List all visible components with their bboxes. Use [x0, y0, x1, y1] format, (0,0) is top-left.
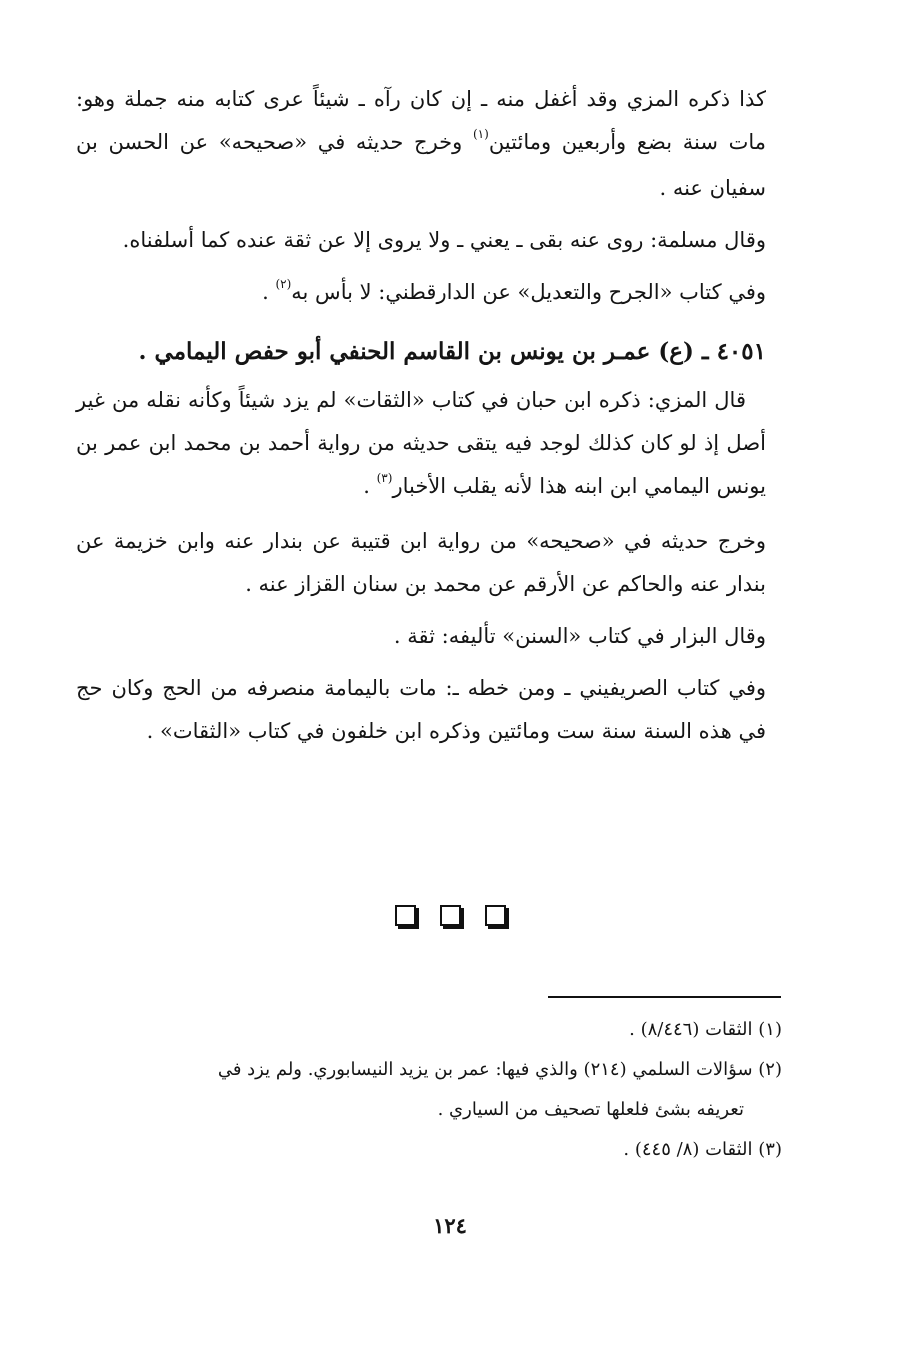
paragraph — [76, 271, 766, 317]
paragraph — [76, 78, 766, 210]
paragraph-text: وخرج حديثه في «صحيحه» عن الحسن بن سفيان عنه . — [76, 130, 766, 200]
footnote-2 — [76, 1050, 782, 1130]
ornament-box-icon — [395, 905, 416, 926]
entry-heading: ٤٠٥١ ـ (ع) عمـر بن يونس بن القاسم الحنفي أبو حفص اليمامي . — [138, 338, 766, 365]
main-text — [76, 78, 766, 753]
footnotes — [76, 1010, 782, 1170]
paragraph-text: كذا ذكره المزي وقد أغفل منه ـ إن كان رآه ـ شيئاً عرى كتابه منه جملة وهو: مات سنة بضع وأربعين ومائتين — [76, 87, 767, 154]
footnote-1: (١) الثقات (٨/٤٤٦) . — [629, 1019, 782, 1040]
footnote-3: (٣) الثقات (٨/ ٤٤٥) . — [623, 1139, 782, 1160]
footnote-text: تعريفه بشئ فلعلها تصحيف من السياري . — [437, 1099, 744, 1120]
footnote-text: (٢) سؤالات السلمي (٢١٤) والذي فيها: عمر بن يزيد النيسابوري. ولم يزد في — [217, 1059, 782, 1080]
paragraph — [76, 379, 766, 511]
section-ornament — [0, 905, 900, 926]
paragraph: وفي كتاب الصريفيني ـ ومن خطه ـ: مات باليمامة منصرفه من الحج وكان حج في هذه السنة سنة ست ومائتين وذكره ابن خلفون في كتاب «الثقات» . — [76, 676, 766, 743]
paragraph-text: قال المزي: ذكره ابن حبان في كتاب «الثقات» لم يزد شيئاً وكأنه نقله من غير أصل إذ لو كان كذلك لوجد فيه يتقى حديثه من رواية أحمد بن محمد ابن عمر بن يونس اليمامي ابن ابنه هذا لأنه يقلب الأخبار — [76, 388, 766, 498]
footnote-separator — [548, 996, 781, 998]
paragraph-text: وفي كتاب «الجرح والتعديل» عن الدارقطني: لا بأس به — [291, 280, 766, 304]
paragraph-text: . — [262, 280, 276, 304]
footnote-ref: (٣) — [376, 471, 393, 485]
footnote-ref: (٢) — [275, 277, 292, 291]
paragraph-text: . — [363, 474, 377, 498]
paragraph: وخرج حديثه في «صحيحه» من رواية ابن قتيبة عن بندار عنه وابن خزيمة عن بندار عنه والحاكم عن الأرقم عن محمد بن سنان القزاز عنه . — [76, 529, 766, 596]
paragraph: وقال البزار في كتاب «السنن» تأليفه: ثقة . — [393, 624, 766, 648]
ornament-box-icon — [485, 905, 506, 926]
paragraph: وقال مسلمة: روى عنه بقى ـ يعني ـ ولا يروى إلا عن ثقة عنده كما أسلفناه. — [122, 228, 766, 252]
footnote-ref: (١) — [472, 127, 489, 141]
ornament-box-icon — [440, 905, 461, 926]
page-number: ١٢٤ — [433, 1213, 467, 1238]
